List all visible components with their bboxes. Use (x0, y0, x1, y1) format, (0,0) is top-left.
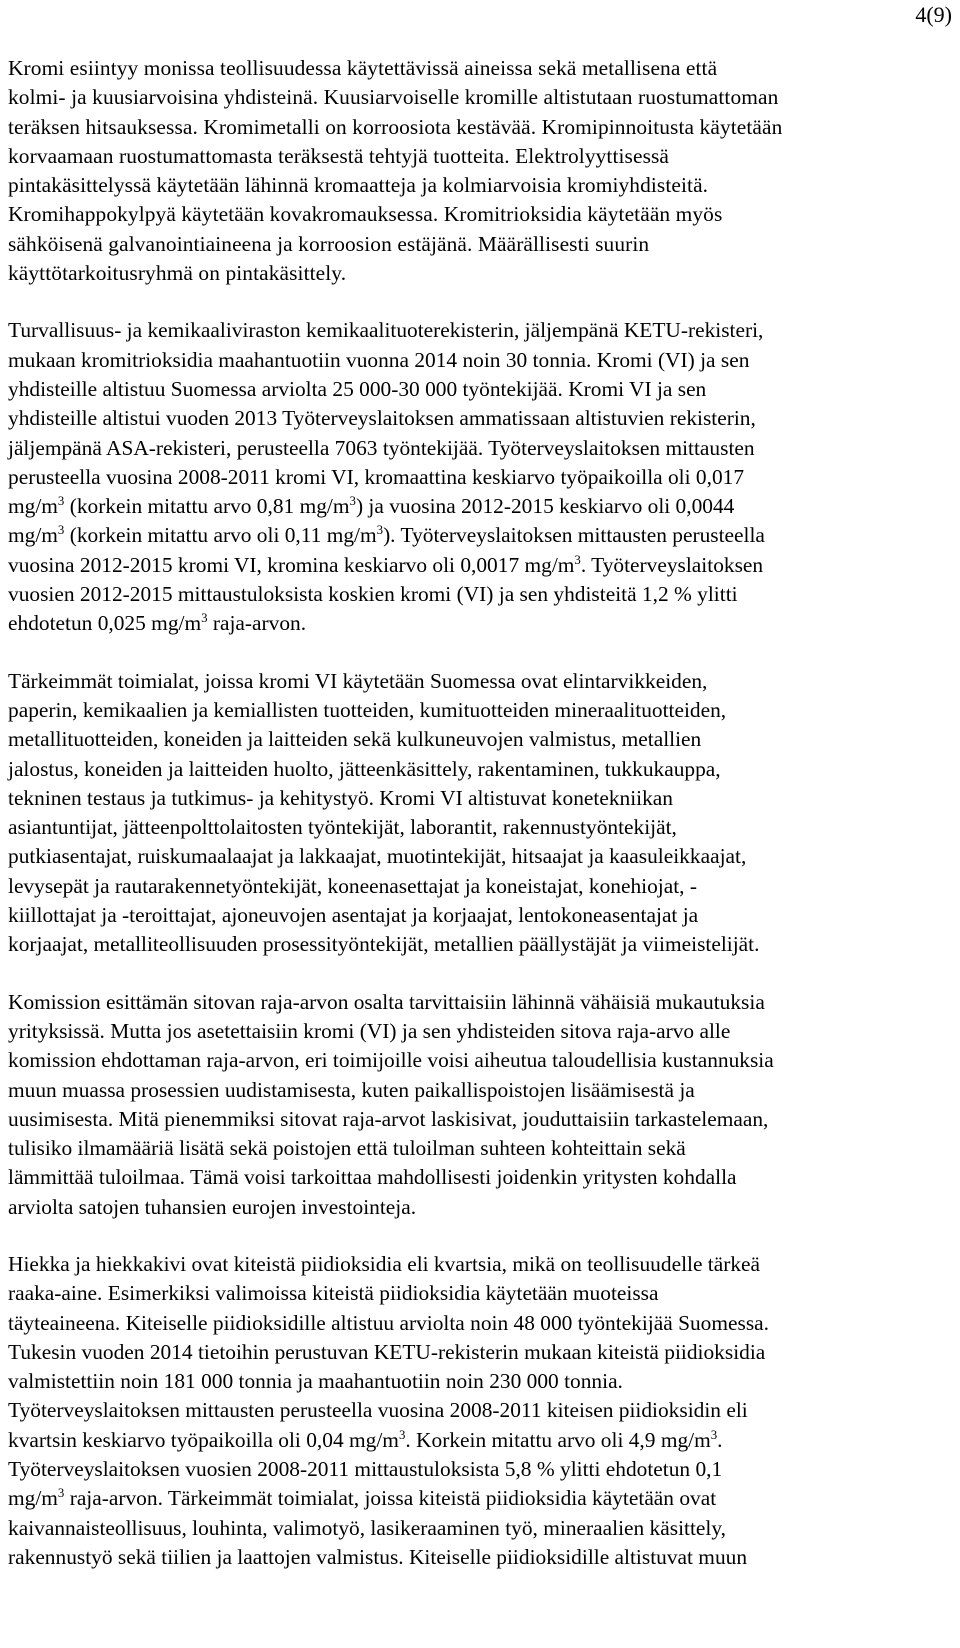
text-line: rakennustyö sekä tiilien ja laattojen valmistus. Kiteiselle piidioksidille altistuvat muun (8, 1544, 748, 1569)
text-line: Hiekka ja hiekkakivi ovat kiteistä piidioksidia eli kvartsia, mikä on teollisuudelle tärkeä (8, 1251, 761, 1276)
text-line: ehdotetun 0,025 $mg/m^3$ raja-arvon. (8, 611, 307, 636)
text-line: kaivannaisteollisuus, louhinta, valimotyö, lasikeraaminen työ, mineraalien käsittely, (8, 1515, 726, 1540)
text-line: tulisiko ilmamääriä lisätä sekä poistojen että tuloilman suhteen kohteittain sekä (8, 1136, 686, 1161)
text-line: $mg/m^3$ raja-arvon. Tärkeimmät toimialat, joissa kiteistä piidioksidia käytetään ovat (8, 1486, 717, 1511)
paragraph-chromium-usage (8, 54, 954, 288)
text-line: muun muassa prosessien uudistamisesta, kuten paikallispoistojen lisäämisestä ja (8, 1077, 695, 1102)
text-line: Tärkeimmät toimialat, joissa kromi VI käytetään Suomessa ovat elintarvikkeiden, (8, 668, 708, 693)
text-line: Kromi esiintyy monissa teollisuudessa käytettävissä aineissa sekä metallisena että (8, 56, 718, 80)
text-line: Työterveyslaitoksen mittausten perusteella vuosina 2008-2011 kiteisen piidioksidin eli (8, 1398, 748, 1423)
text-line: $mg/m^3$ (korkein mitattu arvo oli 0,11 $mg/m^3$). Työterveyslaitoksen mittausten perusteella (8, 523, 765, 548)
text-line: täyteaineena. Kiteiselle piidioksidille altistuu arviolta noin 48 000 työntekijää Suomessa. (8, 1310, 769, 1335)
text-line: käyttötarkoitusryhmä on pintakäsittely. (8, 261, 347, 286)
text-line: Komission esittämän sitovan raja-arvon osalta tarvittaisiin lähinnä vähäisiä mukautuksia (8, 989, 765, 1014)
text-line: asiantuntijat, jätteenpolttolaitosten työntekijät, laborantit, rakennustyöntekijät, (8, 815, 677, 840)
paragraph-crystalline-silica (8, 1250, 954, 1572)
text-line: jäljempänä ASA-rekisteri, perusteella 7063 työntekijää. Työterveyslaitoksen mittausten (8, 435, 755, 460)
text-line: vuosien 2012-2015 mittaustuloksista koskien kromi (VI) ja sen yhdisteitä 1,2 % ylitti (8, 582, 738, 607)
paragraph-industries (8, 667, 954, 960)
text-line: kolmi- ja kuusiarvoisina yhdisteinä. Kuusiarvoiselle kromille altistutaan ruostumattoman (8, 85, 779, 110)
text-line: uusimisesta. Mitä pienemmiksi sitovat raja-arvot laskisivat, jouduttaisiin tarkastelemaan, (8, 1106, 769, 1131)
text-line: arviolta satojen tuhansien eurojen investointeja. (8, 1194, 417, 1219)
text-line: Kromihappokylpyä käytetään kovakromauksessa. Kromitrioksidia käytetään myös (8, 202, 723, 227)
page-number: 4(9) (915, 2, 952, 27)
text-line: kiillottajat ja -teroittajat, ajoneuvojen asentajat ja korjaajat, lentokoneasentajat ja (8, 903, 699, 928)
paragraph-chromium-exposure (8, 316, 954, 638)
text-line: lämmittää tuloilmaa. Tämä voisi tarkoittaa mahdollisesti joidenkin yritysten kohdalla (8, 1165, 737, 1190)
text-line: jalostus, koneiden ja laitteiden huolto, jätteenkäsittely, rakentaminen, tukkukauppa, (8, 756, 721, 781)
text-line: yrityksissä. Mutta jos asetettaisiin kromi (VI) ja sen yhdisteiden sitova raja-arvo alle (8, 1018, 731, 1043)
text-line: putkiasentajat, ruiskumaalaajat ja lakkaajat, muotintekijät, hitsaajat ja kaasuleikkaajat, (8, 844, 747, 869)
text-line: tekninen testaus ja tutkimus- ja kehitystyö. Kromi VI altistuvat konetekniikan (8, 785, 673, 810)
paragraph-commission-limit (8, 988, 954, 1222)
text-line: Työterveyslaitoksen vuosien 2008-2011 mittaustuloksista 5,8 % ylitti ehdotetun 0,1 (8, 1457, 723, 1482)
text-line: korjaajat, metalliteollisuuden prosessityöntekijät, metallien päällystäjät ja viimeistelijät. (8, 932, 760, 957)
text-line: sähköisenä galvanointiaineena ja korroosion estäjänä. Määrällisesti suurin (8, 231, 650, 256)
text-line: valmistettiin noin 181 000 tonnia ja maahantuotiin noin 230 000 tonnia. (8, 1369, 623, 1394)
text-line: Tukesin vuoden 2014 tietoihin perustuvan KETU-rekisterin mukaan kiteistä piidioksidia (8, 1339, 766, 1364)
text-line: vuosina 2012-2015 kromi VI, kromina keskiarvo oli 0,0017 $mg/m^3$. Työterveyslaitoksen (8, 552, 764, 577)
text-line: $mg/m^3$ (korkein mitattu arvo 0,81 $mg/m^3$) ja vuosina 2012-2015 keskiarvo oli 0,0044 (8, 494, 735, 519)
text-line: yhdisteille altistuu Suomessa arviolta 25 000-30 000 työntekijää. Kromi VI ja sen (8, 376, 707, 401)
text-line: metallituotteiden, koneiden ja laitteiden sekä kulkuneuvojen valmistus, metallien (8, 727, 702, 752)
text-line: korvaamaan ruostumattomasta teräksestä tehtyjä tuotteita. Elektrolyyttisessä (8, 143, 670, 168)
document-body (8, 54, 954, 1572)
text-line: pintakäsittelyssä käytetään lähinnä kromaatteja ja kolmiarvoisia kromiyhdisteitä. (8, 173, 709, 198)
text-line: Turvallisuus- ja kemikaaliviraston kemikaalituoterekisterin, jäljempänä KETU-rekisteri, (8, 318, 764, 343)
text-line: komission ehdottaman raja-arvon, eri toimijoille voisi aiheutua taloudellisia kustannuksia (8, 1048, 774, 1073)
text-line: paperin, kemikaalien ja kemiallisten tuotteiden, kumituotteiden mineraalituotteiden, (8, 697, 727, 722)
text-line: perusteella vuosina 2008-2011 kromi VI, kromaattina keskiarvo työpaikoilla oli 0,017 (8, 464, 745, 489)
text-line: raaka-aine. Esimerkiksi valimoissa kiteistä piidioksidia käytetään muoteissa (8, 1281, 659, 1306)
text-line: mukaan kromitrioksidia maahantuotiin vuonna 2014 noin 30 tonnia. Kromi (VI) ja sen (8, 347, 750, 372)
text-line: teräksen hitsauksessa. Kromimetalli on korroosiota kestävää. Kromipinnoitusta käytetään (8, 114, 783, 139)
text-line: levysepät ja rautarakennetyöntekijät, koneenasettajat ja koneistajat, konehiojat, - (8, 873, 697, 898)
text-line: kvartsin keskiarvo työpaikoilla oli 0,04 $mg/m^3$. Korkein mitattu arvo oli 4,9 $mg/m^3$. (8, 1427, 723, 1452)
text-line: yhdisteille altistui vuoden 2013 Työterveyslaitoksen ammatissaan altistuvien rekisterin, (8, 406, 756, 431)
